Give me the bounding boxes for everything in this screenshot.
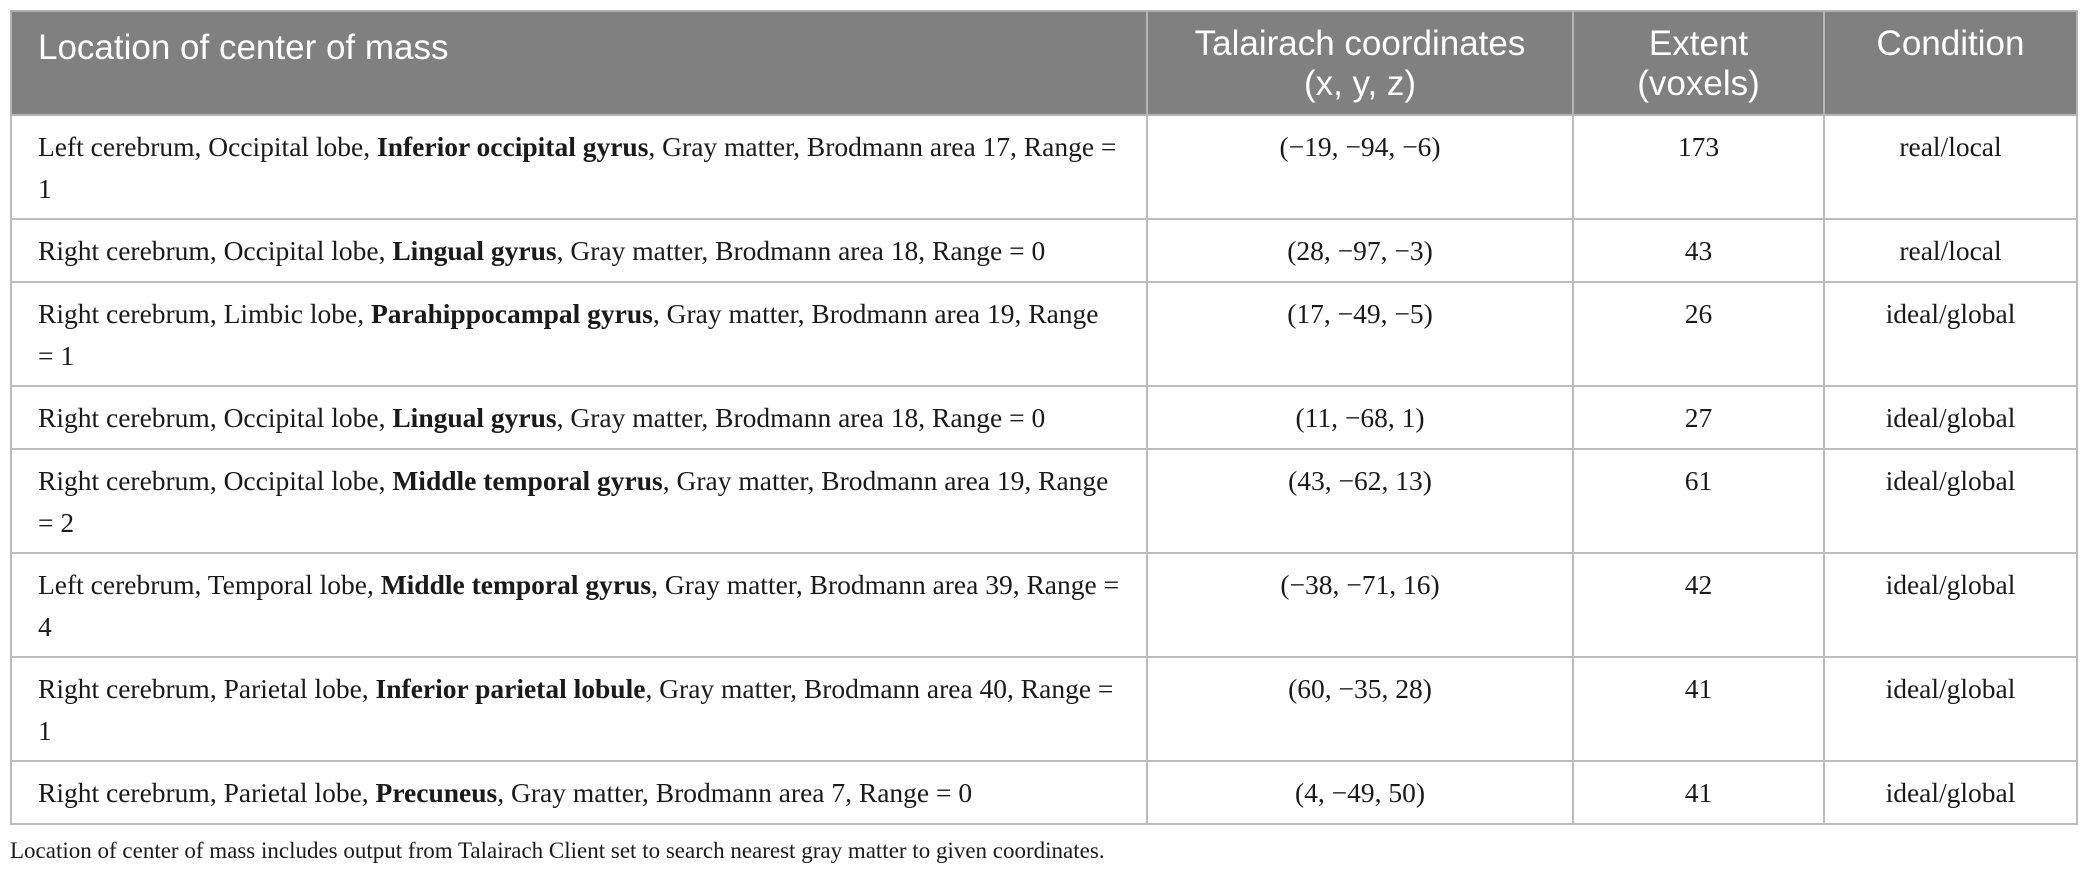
extent-cell: 42 xyxy=(1573,553,1824,657)
extent-cell: 41 xyxy=(1573,657,1824,761)
location-cell: Right cerebrum, Parietal lobe, Precuneus, Gray matter, Brodmann area 7, Range = 0 xyxy=(11,761,1147,824)
header-location: Location of center of mass xyxy=(11,11,1147,115)
table-header-row xyxy=(11,11,2077,115)
condition-cell: real/local xyxy=(1824,115,2077,219)
location-cell: Right cerebrum, Occipital lobe, Lingual gyrus, Gray matter, Brodmann area 18, Range = 0 xyxy=(11,386,1147,449)
location-cell: Right cerebrum, Occipital lobe, Lingual gyrus, Gray matter, Brodmann area 18, Range = 0 xyxy=(11,219,1147,282)
location-cell: Right cerebrum, Occipital lobe, Middle temporal gyrus, Gray matter, Brodmann area 19, Range = 2 xyxy=(11,449,1147,553)
header-extent: Extent (voxels) xyxy=(1573,11,1824,115)
table-row xyxy=(11,449,2077,553)
results-table xyxy=(10,10,2078,825)
coordinates-cell: (−19, −94, −6) xyxy=(1147,115,1573,219)
coordinates-cell: (4, −49, 50) xyxy=(1147,761,1573,824)
location-cell: Left cerebrum, Temporal lobe, Middle temporal gyrus, Gray matter, Brodmann area 39, Range = 4 xyxy=(11,553,1147,657)
location-cell: Right cerebrum, Limbic lobe, Parahippocampal gyrus, Gray matter, Brodmann area 19, Range = 1 xyxy=(11,282,1147,386)
coordinates-cell: (17, −49, −5) xyxy=(1147,282,1573,386)
coordinates-cell: (−38, −71, 16) xyxy=(1147,553,1573,657)
header-coordinates: Talairach coordinates (x, y, z) xyxy=(1147,11,1573,115)
table-row xyxy=(11,761,2077,824)
extent-cell: 27 xyxy=(1573,386,1824,449)
coordinates-cell: (28, −97, −3) xyxy=(1147,219,1573,282)
coordinates-cell: (11, −68, 1) xyxy=(1147,386,1573,449)
condition-cell: ideal/global xyxy=(1824,386,2077,449)
extent-cell: 173 xyxy=(1573,115,1824,219)
condition-cell: real/local xyxy=(1824,219,2077,282)
header-condition: Condition xyxy=(1824,11,2077,115)
table-footnote: Location of center of mass includes output from Talairach Client set to search nearest gray matter to given coordinates. xyxy=(10,838,1105,863)
table-row xyxy=(11,553,2077,657)
coordinates-cell: (43, −62, 13) xyxy=(1147,449,1573,553)
condition-cell: ideal/global xyxy=(1824,657,2077,761)
location-cell: Left cerebrum, Occipital lobe, Inferior occipital gyrus, Gray matter, Brodmann area 17, Range = 1 xyxy=(11,115,1147,219)
condition-cell: ideal/global xyxy=(1824,449,2077,553)
results-table-container xyxy=(10,10,2076,825)
condition-cell: ideal/global xyxy=(1824,553,2077,657)
table-row xyxy=(11,657,2077,761)
condition-cell: ideal/global xyxy=(1824,282,2077,386)
table-row xyxy=(11,219,2077,282)
table-row xyxy=(11,115,2077,219)
coordinates-cell: (60, −35, 28) xyxy=(1147,657,1573,761)
extent-cell: 41 xyxy=(1573,761,1824,824)
extent-cell: 43 xyxy=(1573,219,1824,282)
extent-cell: 61 xyxy=(1573,449,1824,553)
condition-cell: ideal/global xyxy=(1824,761,2077,824)
extent-cell: 26 xyxy=(1573,282,1824,386)
table-row xyxy=(11,282,2077,386)
table-row xyxy=(11,386,2077,449)
location-cell: Right cerebrum, Parietal lobe, Inferior parietal lobule, Gray matter, Brodmann area 40, Range = 1 xyxy=(11,657,1147,761)
